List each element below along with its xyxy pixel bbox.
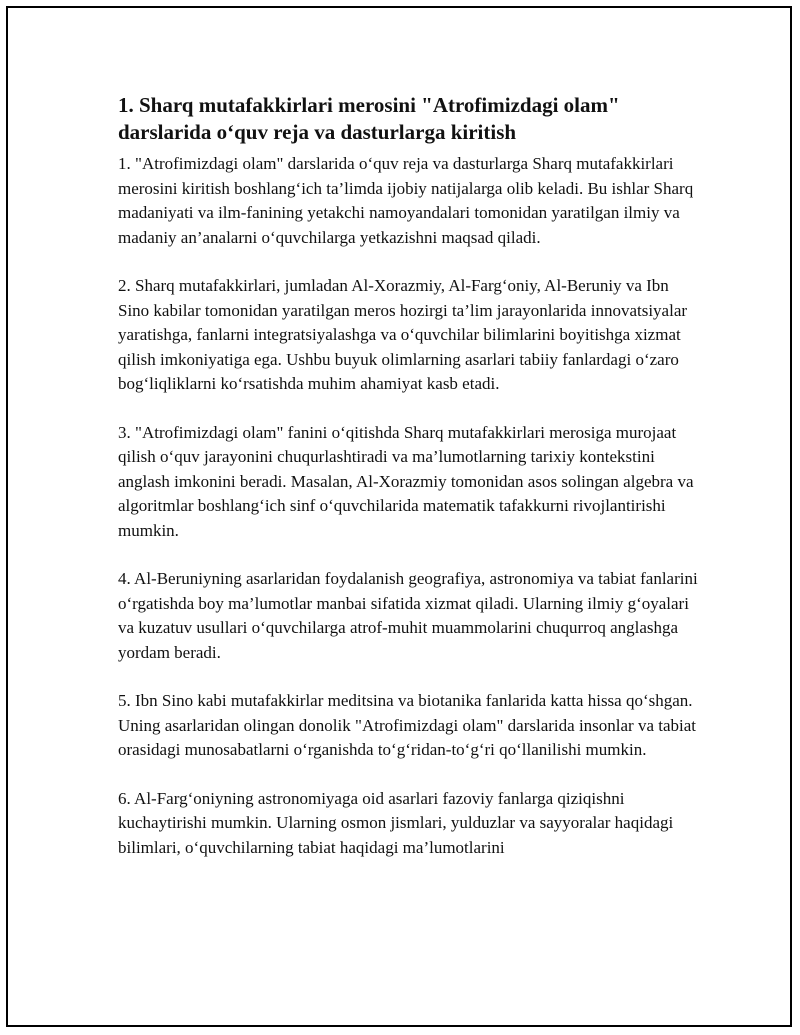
document-body	[118, 92, 698, 884]
paragraph-3: 3. "Atrofimizdagi olam" fanini o‘qitishda Sharq mutafakkirlari merosiga murojaat qilish o‘quv jarayonini chuqurlashtiradi va ma’lumotlarning tarixiy kontekstini anglash imkonini beradi. Masalan, Al-Xorazmiy tomonidan asos solingan algebra va algoritmlar boshlang‘ich sinf o‘quvchilarida matematik tafakkurni rivojlantirishi mumkin.	[118, 422, 694, 540]
paragraph-2: 2. Sharq mutafakkirlari, jumladan Al-Xorazmiy, Al-Farg‘oniy, Al-Beruniy va Ibn Sino kabilar tomonidan yaratilgan meros hozirgi ta’lim jarayonlarida innovatsiyalar yaratishga, fanlarni integratsiyalashga va o‘quvchilar bilimlarini boyitishga xizmat qilish imkoniyatiga ega. Ushbu buyuk olimlarning asarlari tabiiy fanlardagi o‘zaro bog‘liqliklarni ko‘rsatishda muhim ahamiyat kasb etadi.	[118, 276, 688, 393]
section-heading: 1. Sharq mutafakkirlari merosini "Atrofimizdagi olam" darslarida o‘quv reja va dasturlarga kiritish	[118, 93, 620, 144]
paragraph-5: 5. Ibn Sino kabi mutafakkirlar meditsina va biotanika fanlarida katta hissa qo‘shgan. Uning asarlaridan olingan donolik "Atrofimizdagi olam" darslarida insonlar va tabiat orasidagi munosabatlarni o‘rganishda to‘g‘ridan-to‘g‘ri qo‘llanilishi mumkin.	[118, 691, 697, 759]
paragraph-6: 6. Al-Farg‘oniyning astronomiyaga oid asarlari fazoviy fanlarga qiziqishni kuchaytirishi mumkin. Ularning osmon jismlari, yulduzlar va sayyoralar haqidagi bilimlari, o‘quvchilarning tabiat haqidagi ma’lumotlarini	[118, 788, 674, 857]
paragraph-1: 1. "Atrofimizdagi olam" darslarida o‘quv reja va dasturlarga Sharq mutafakkirlari merosini kiritish boshlang‘ich ta’limda ijobiy natijalarga olib keladi. Bu ishlar Sharq madaniyati va ilm-fanining yetakchi namoyandalari tomonidan yaratilgan ilmiy va madaniy an’analarni o‘quvchilarga yetkazishni maqsad qiladi.	[118, 154, 694, 247]
paragraph-4: 4. Al-Beruniyning asarlaridan foydalanish geografiya, astronomiya va tabiat fanlarini o‘rgatishda boy ma’lumotlar manbai sifatida xizmat qiladi. Ularning ilmiy g‘oyalari va kuzatuv usullari o‘quvchilarga atrof-muhit muammolarini chuqurroq anglashga yordam beradi.	[118, 569, 698, 662]
